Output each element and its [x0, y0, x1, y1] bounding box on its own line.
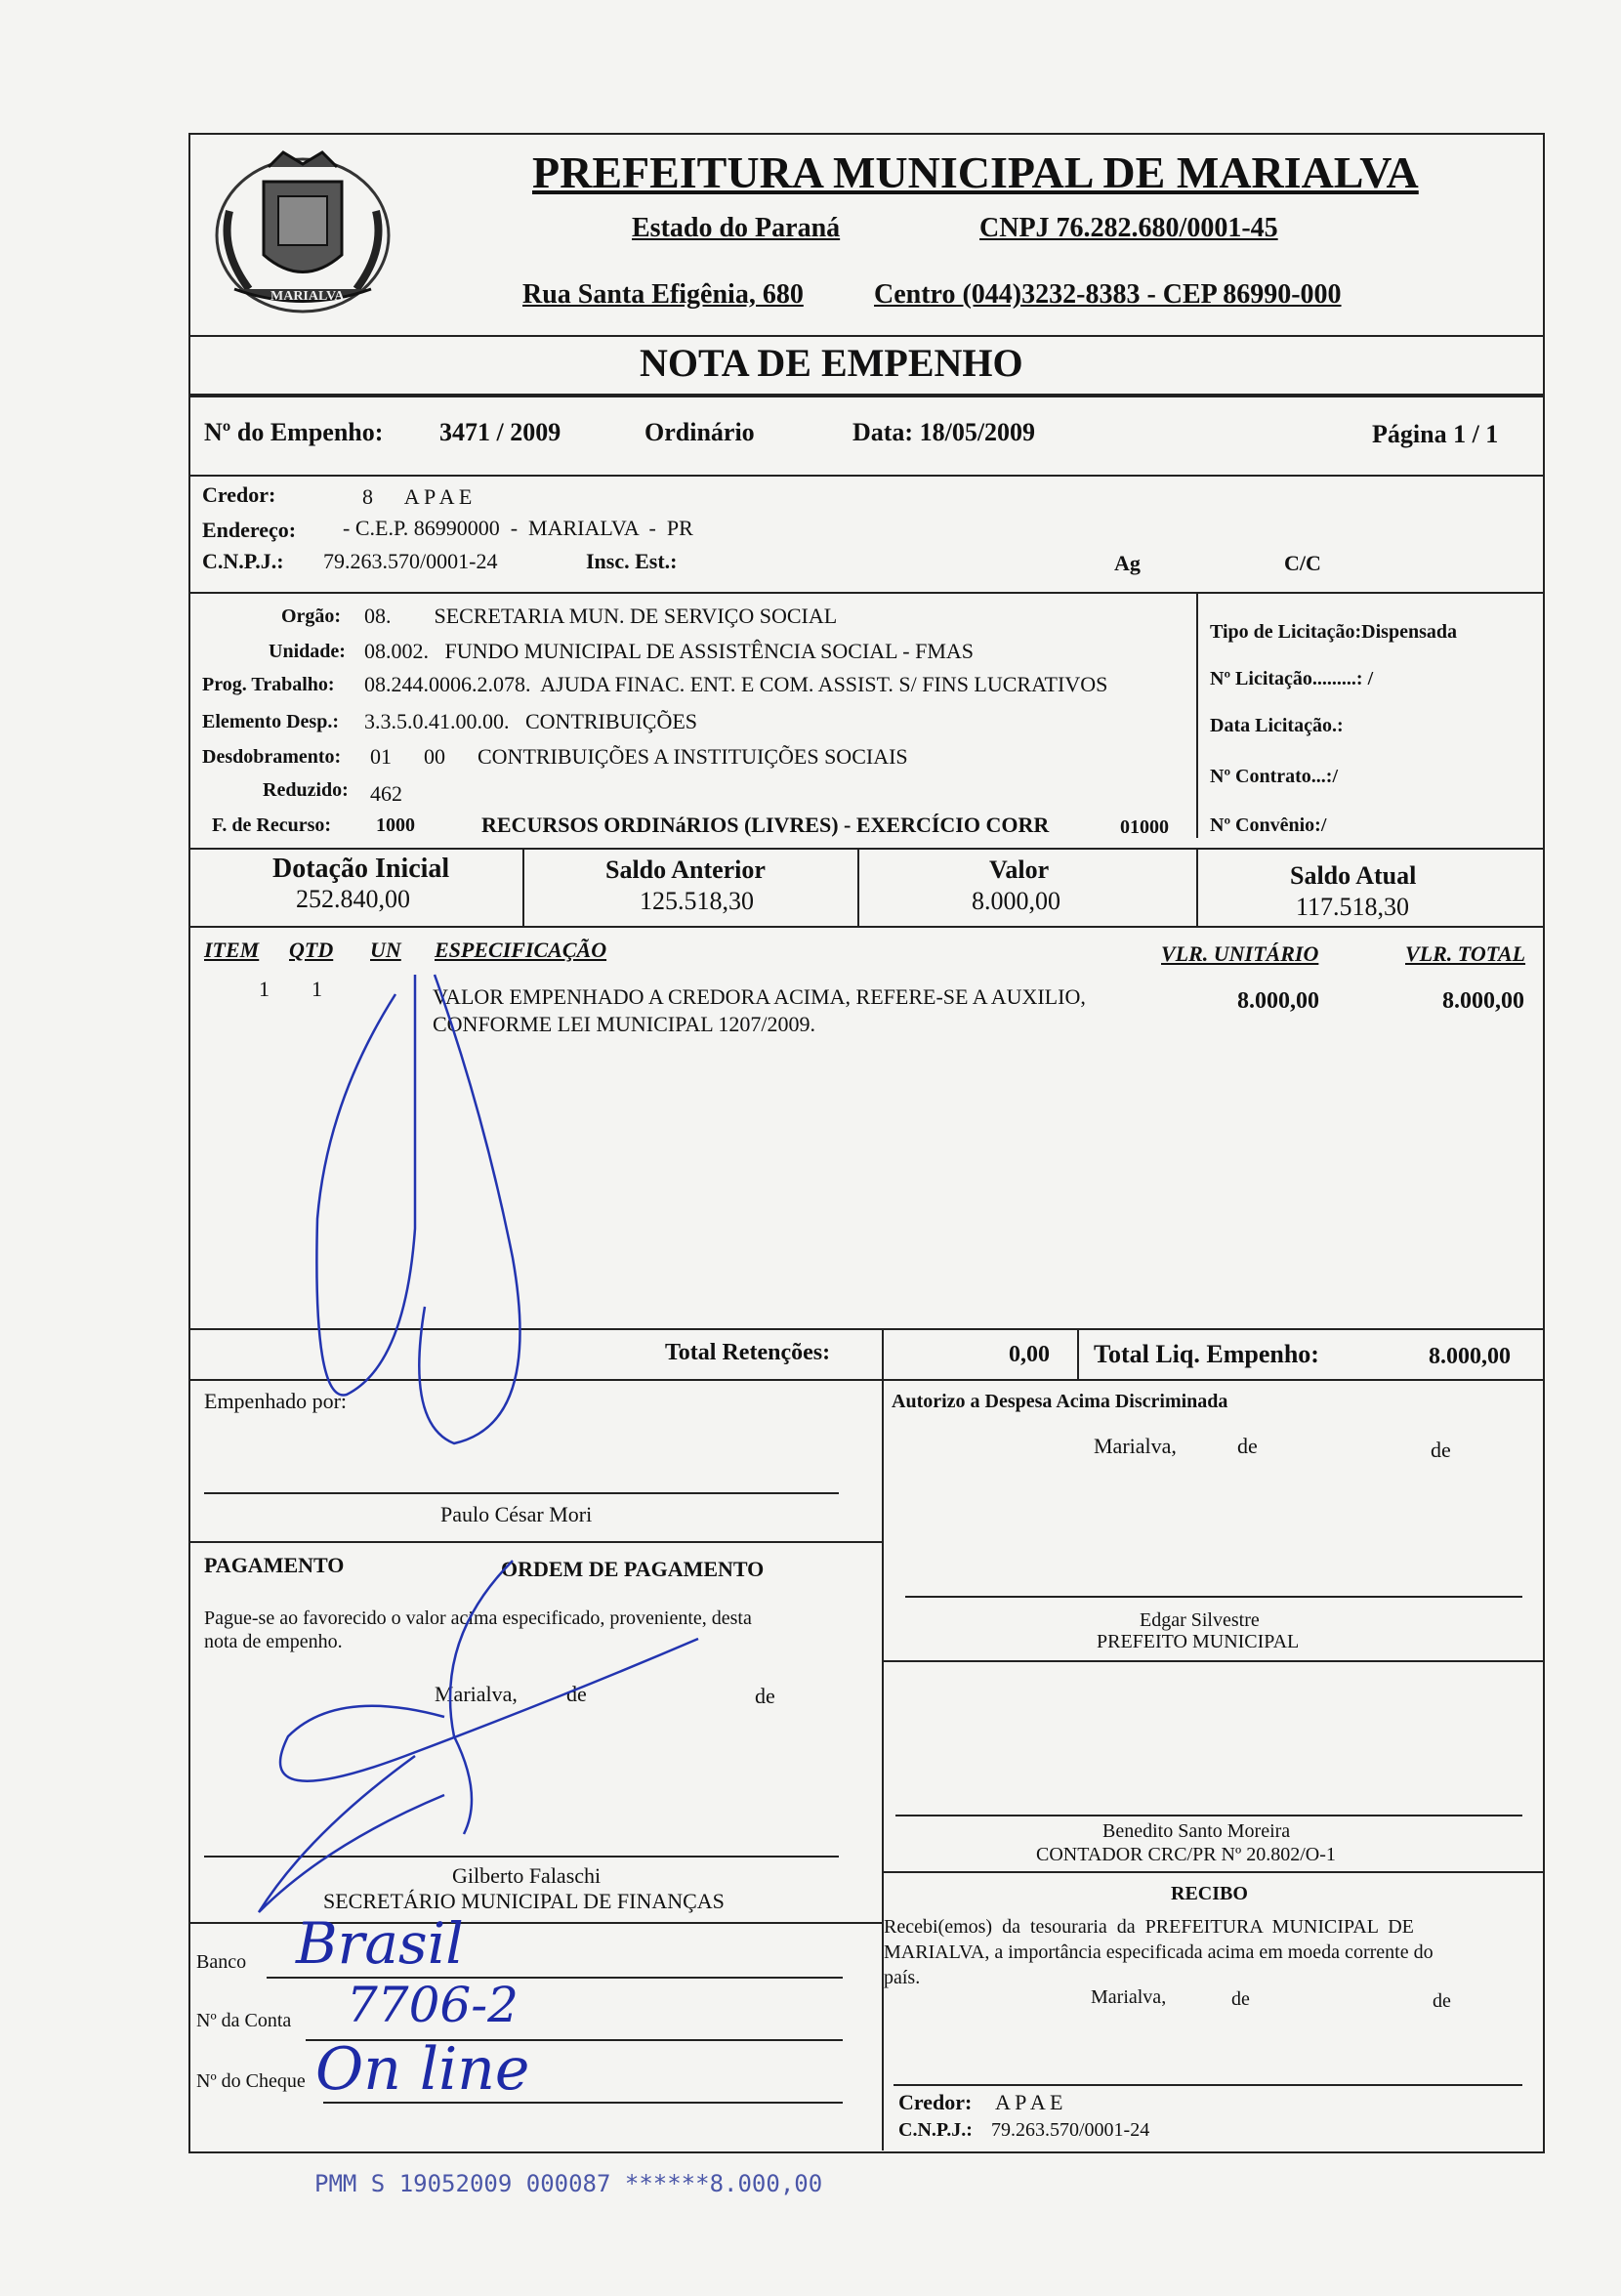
reduzido-value: 462 [370, 781, 402, 806]
recurso-value: 1000 [376, 814, 415, 836]
endereco-value: - C.E.P. 86990000 - MARIALVA - PR [343, 516, 693, 540]
banco-handwritten: Brasil [296, 1910, 464, 1977]
recibo-text-line1: Recebi(emos) da tesouraria da PREFEITURA MUNICIPAL DE [884, 1916, 1414, 1938]
recurso-code: 01000 [1120, 816, 1169, 838]
left-de1: de [566, 1682, 587, 1706]
right-marialva1: Marialva, [1094, 1434, 1177, 1458]
dotacao-inicial-value: 252.840,00 [296, 885, 410, 913]
total-retencoes-value: 0,00 [1009, 1342, 1050, 1367]
autorizo-label: Autorizo a Despesa Acima Discriminada [892, 1391, 1228, 1412]
saldo-anterior-value: 125.518,30 [640, 887, 754, 915]
recibo-cnpj-label: C.N.P.J.: [898, 2119, 973, 2141]
tipo-licitacao: Tipo de Licitação:Dispensada [1210, 621, 1457, 643]
right-marialva2: Marialva, [1091, 1986, 1167, 2008]
reduzido-label: Reduzido: [263, 779, 349, 801]
empenho-number-value: 3471 / 2009 [439, 418, 561, 446]
saldo-anterior-label: Saldo Anterior [605, 856, 766, 884]
valor-label: Valor [989, 856, 1050, 884]
recibo-cnpj-value: 79.263.570/0001-24 [991, 2119, 1150, 2141]
header-district-phone: Centro (044)3232-8383 - CEP 86990-000 [874, 279, 1342, 310]
signer2-name: Gilberto Falaschi [452, 1863, 602, 1888]
num-convenio: Nº Convênio:/ [1210, 814, 1327, 836]
data-licitacao: Data Licitação.: [1210, 715, 1344, 736]
col-qtd: QTD [289, 938, 334, 962]
row-qtd: 1 [312, 977, 322, 1001]
prog-trabalho-label: Prog. Trabalho: [202, 674, 335, 695]
nota-de-empenho-form [188, 133, 1545, 2153]
endereco-label: Endereço: [202, 518, 297, 542]
ag-label: Ag [1114, 551, 1141, 575]
num-licitacao: Nº Licitação.........: / [1210, 668, 1374, 689]
machine-stamp: PMM S 19052009 000087 ******8.000,00 [314, 2170, 823, 2197]
contador-name: Benedito Santo Moreira [1102, 1820, 1291, 1842]
credor-value: 8 A P A E [362, 484, 473, 509]
orgao-value: 08. SECRETARIA MUN. DE SERVIÇO SOCIAL [364, 604, 838, 628]
credor-label: Credor: [202, 482, 276, 507]
total-liq-label: Total Liq. Empenho: [1094, 1340, 1319, 1368]
prefeito-name: Edgar Silvestre [1140, 1609, 1260, 1631]
coat-of-arms-icon [210, 143, 395, 318]
conta-label: Nº da Conta [196, 2010, 292, 2031]
recibo-credor-value: A P A E [995, 2090, 1063, 2114]
desdobramento-label: Desdobramento: [202, 746, 342, 768]
desdobramento-value: 01 00 CONTRIBUIÇÕES A INSTITUIÇÕES SOCIAIS [370, 744, 908, 769]
pague-text-line1: Pague-se ao favorecido o valor acima especificado, proveniente, desta [204, 1607, 752, 1629]
cnpj-label: C.N.P.J.: [202, 549, 284, 573]
left-marialva: Marialva, [435, 1682, 518, 1706]
recurso-desc: RECURSOS ORDINáRIOS (LIVRES) - EXERCÍCIO CORR [481, 813, 1050, 837]
prefeito-role: PREFEITO MUNICIPAL [1097, 1631, 1300, 1652]
right-de4: de [1433, 1990, 1451, 2012]
row-item: 1 [259, 977, 270, 1001]
col-un: UN [370, 938, 401, 962]
row-vlr-unitario: 8.000,00 [1237, 988, 1319, 1014]
col-item: ITEM [204, 938, 260, 962]
unidade-label: Unidade: [269, 641, 346, 662]
right-de1: de [1237, 1434, 1258, 1458]
saldo-atual-value: 117.518,30 [1296, 893, 1410, 921]
dotacao-inicial-label: Dotação Inicial [272, 854, 450, 884]
row-vlr-total: 8.000,00 [1442, 988, 1524, 1014]
right-de3: de [1231, 1988, 1250, 2010]
right-de2: de [1431, 1438, 1451, 1462]
header-cnpj: CNPJ 76.282.680/0001-45 [979, 213, 1278, 243]
header-state: Estado do Paraná [632, 213, 841, 243]
banco-label: Banco [196, 1951, 247, 1973]
col-vlr-unitario: VLR. UNITÁRIO [1161, 941, 1319, 966]
saldo-atual-label: Saldo Atual [1290, 861, 1417, 890]
row-espec-line1: VALOR EMPENHADO A CREDORA ACIMA, REFERE-SE A AUXILIO, [433, 984, 1086, 1009]
empenhado-por-label: Empenhado por: [204, 1389, 348, 1413]
num-contrato: Nº Contrato...:/ [1210, 766, 1339, 787]
doc-title: NOTA DE EMPENHO [640, 341, 1023, 385]
recibo-label: RECIBO [1171, 1883, 1248, 1904]
recibo-text-line2: MARIALVA, a importância especificada acima em moeda corrente do [884, 1941, 1434, 1963]
pagamento-label: PAGAMENTO [204, 1553, 345, 1577]
row-espec-line2: CONFORME LEI MUNICIPAL 1207/2009. [433, 1012, 815, 1036]
empenho-number-label: Nº do Empenho: [204, 418, 384, 446]
empenho-page: Página 1 / 1 [1372, 420, 1499, 448]
header-title: PREFEITURA MUNICIPAL DE MARIALVA [532, 147, 1419, 197]
signer1-name: Paulo César Mori [440, 1502, 593, 1526]
col-especificacao: ESPECIFICAÇÃO [435, 938, 607, 962]
left-de2: de [755, 1684, 775, 1708]
recibo-text-line3: país. [884, 1967, 921, 1988]
col-vlr-total: VLR. TOTAL [1405, 941, 1526, 966]
orgao-label: Orgão: [281, 605, 342, 627]
ordem-pagamento-label: ORDEM DE PAGAMENTO [501, 1557, 765, 1581]
total-retencoes-label: Total Retenções: [665, 1340, 831, 1365]
valor-value: 8.000,00 [972, 887, 1060, 915]
contador-role: CONTADOR CRC/PR Nº 20.802/O-1 [1036, 1844, 1336, 1865]
recibo-credor-label: Credor: [898, 2090, 973, 2114]
recurso-label: F. de Recurso: [212, 814, 332, 836]
empenho-type: Ordinário [644, 418, 755, 446]
coat-of-arms-ribbon-text: MARIALVA [270, 289, 345, 304]
pague-text-line2: nota de empenho. [204, 1631, 343, 1652]
cheque-handwritten: On line [315, 2035, 530, 2104]
cnpj-value: 79.263.570/0001-24 [323, 549, 498, 573]
unidade-value: 08.002. FUNDO MUNICIPAL DE ASSISTÊNCIA SOCIAL - FMAS [364, 639, 975, 663]
conta-handwritten: 7706-2 [347, 1977, 519, 2033]
cheque-label: Nº do Cheque [196, 2070, 306, 2092]
elemento-desp-value: 3.3.5.0.41.00.00. CONTRIBUIÇÕES [364, 709, 698, 733]
total-liq-value: 8.000,00 [1429, 1344, 1511, 1369]
elemento-desp-label: Elemento Desp.: [202, 711, 339, 732]
header-address: Rua Santa Efigênia, 680 [522, 279, 804, 310]
empenho-date: Data: 18/05/2009 [852, 418, 1036, 446]
insc-est-label: Insc. Est.: [586, 549, 678, 573]
signer2-role: SECRETÁRIO MUNICIPAL DE FINANÇAS [323, 1889, 725, 1913]
cc-label: C/C [1284, 551, 1321, 575]
prog-trabalho-value: 08.244.0006.2.078. AJUDA FINAC. ENT. E COM. ASSIST. S/ FINS LUCRATIVOS [364, 672, 1108, 696]
